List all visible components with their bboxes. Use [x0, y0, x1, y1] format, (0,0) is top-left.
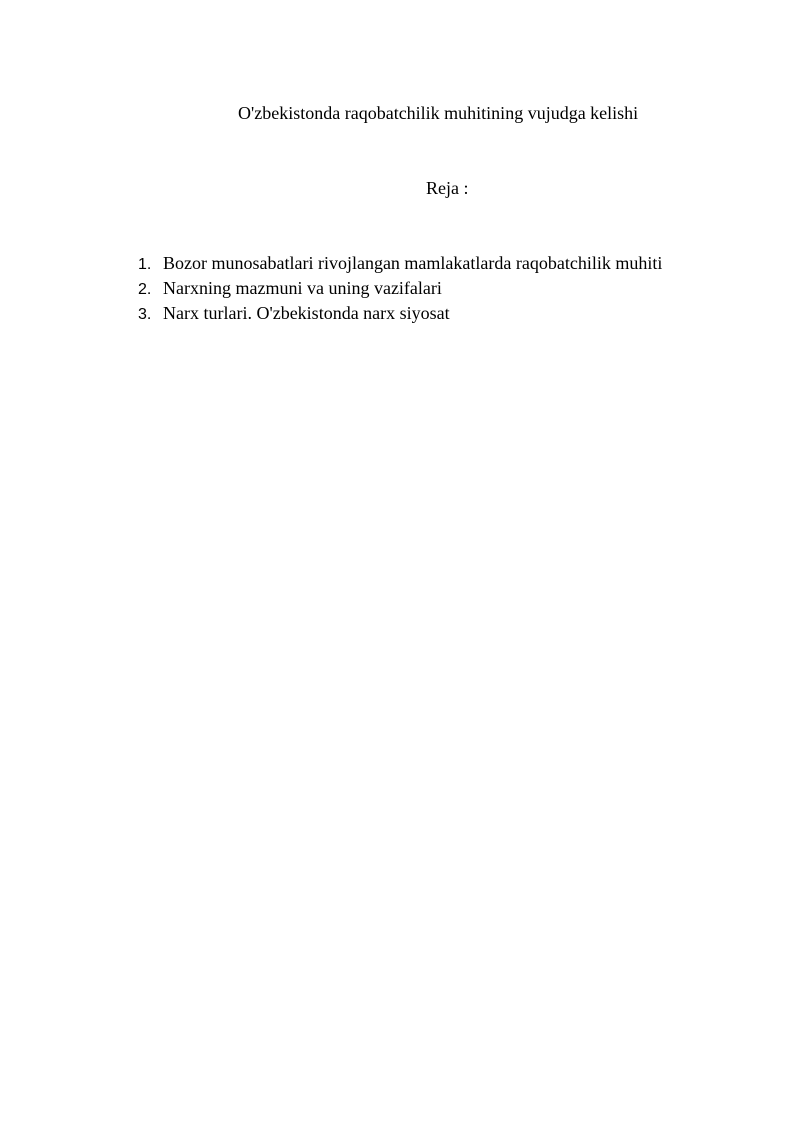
plan-item-number: 3. — [138, 306, 152, 323]
plan-item-text: Bozor munosabatlari rivojlangan mamlakatlarda raqobatchilik muhiti — [163, 253, 663, 273]
document-title: O'zbekistonda raqobatchilik muhitining vujudga kelishi — [238, 103, 639, 123]
plan-heading: Reja : — [426, 178, 469, 198]
plan-item-text: Narxning mazmuni va uning vazifalari — [163, 278, 442, 298]
plan-item-3 — [138, 302, 662, 327]
plan-item-1 — [138, 252, 662, 277]
plan-item-2 — [138, 277, 662, 302]
plan-item-number: 1. — [138, 256, 152, 273]
plan-item-number: 2. — [138, 281, 152, 298]
plan-item-text: Narx turlari. O'zbekistonda narx siyosat — [163, 303, 450, 323]
plan-list — [138, 252, 662, 327]
